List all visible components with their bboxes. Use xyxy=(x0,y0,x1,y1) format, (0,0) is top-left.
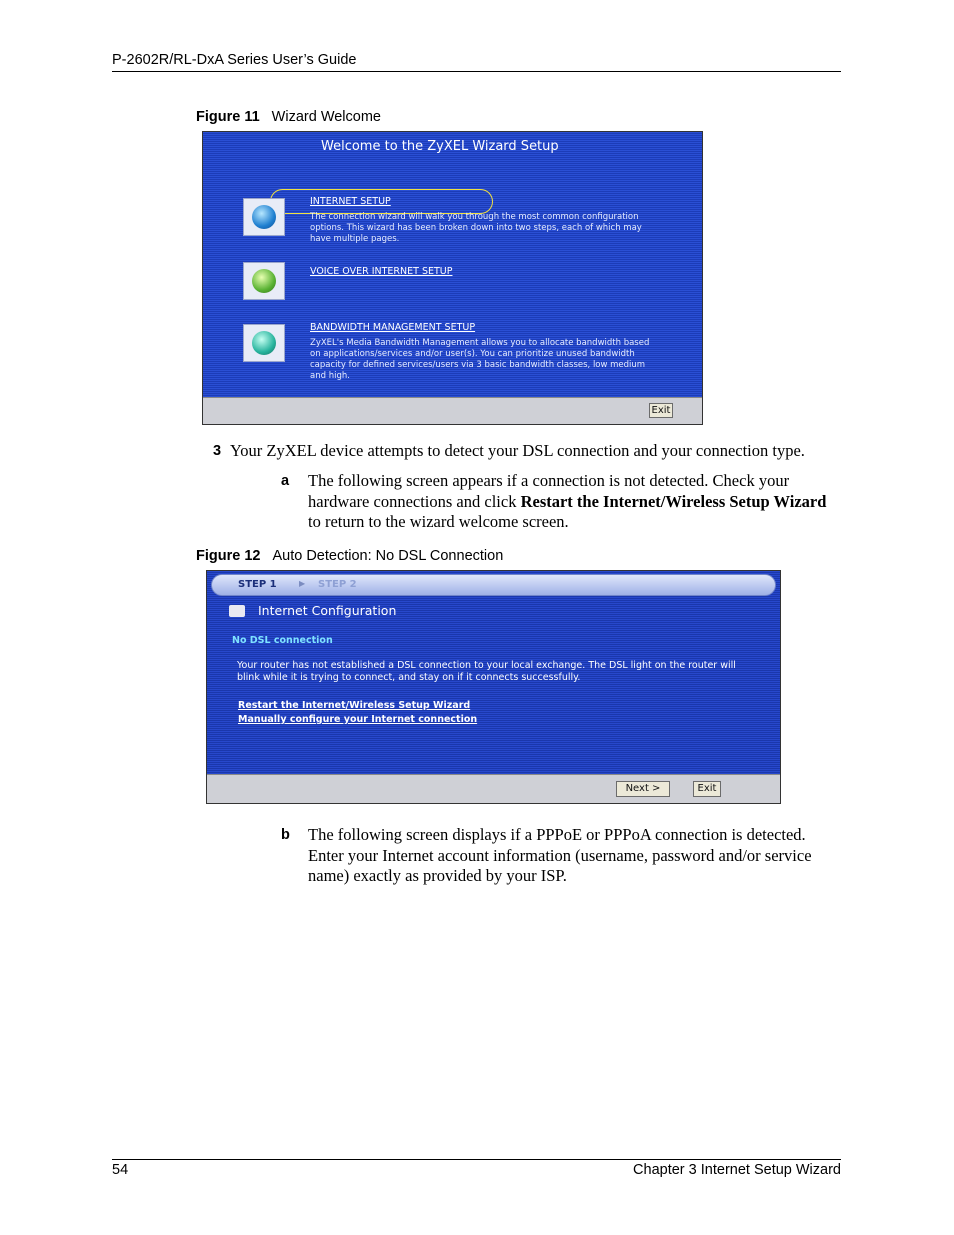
no-dsl-status: No DSL connection xyxy=(232,635,333,646)
header-rule xyxy=(112,71,841,72)
auto-detection-screen xyxy=(206,570,781,804)
restart-wizard-link[interactable]: Restart the Internet/Wireless Setup Wizard xyxy=(238,700,471,711)
running-header: P-2602R/RL-DxA Series User’s Guide xyxy=(112,52,357,68)
next-button[interactable]: Next > xyxy=(616,781,670,797)
figure-12-label: Figure 12 xyxy=(196,548,261,564)
internet-setup-description: The connection wizard will walk you through the most common configuration options. This wizard has been broken down into two steps, each of which may have multiple pages. xyxy=(310,212,642,244)
no-dsl-message: Your router has not established a DSL connection to your local exchange. The DSL light on the router will blink while it is trying to connect, and stay on if it connects successfully. xyxy=(237,660,736,683)
folder-icon xyxy=(229,605,245,617)
substep-a-text xyxy=(308,471,828,533)
substep-b-text: The following screen displays if a PPPoE or PPPoA connection is detected. Enter your Internet account information (username, password and/or service name) exactly as provided by your ISP. xyxy=(308,825,812,885)
page-number: 54 xyxy=(112,1162,129,1178)
step-bar xyxy=(211,574,776,596)
substep-b-letter: b xyxy=(281,827,290,843)
voip-setup-link[interactable]: VOICE OVER INTERNET SETUP xyxy=(310,266,453,277)
step-3-text: Your ZyXEL device attempts to detect your DSL connection and your connection type. xyxy=(230,441,805,460)
bandwidth-setup-description: ZyXEL's Media Bandwidth Management allows you to allocate bandwidth based on applications/services and/or user(s). You can prioritize unused bandwidth capacity for defined services/users via 3 basic bandwidth classes, low medium and high. xyxy=(310,338,650,381)
figure-11-label: Figure 11 xyxy=(196,109,260,125)
substep-a-text-1: The following screen appears if a connection is not detected. Check your hardware connections and click xyxy=(308,471,790,511)
internet-setup-link[interactable]: INTERNET SETUP xyxy=(310,196,391,207)
figure-11-caption xyxy=(196,109,381,125)
voip-setup-icon[interactable] xyxy=(243,262,285,300)
internet-configuration-heading: Internet Configuration xyxy=(258,603,397,618)
figure-12-caption xyxy=(196,548,503,564)
step-1-label: STEP 1 xyxy=(238,579,277,590)
bandwidth-setup-link[interactable]: BANDWIDTH MANAGEMENT SETUP xyxy=(310,322,476,333)
substep-a-text-2: to return to the wizard welcome screen. xyxy=(308,512,569,531)
exit-button[interactable]: Exit xyxy=(649,403,673,418)
step-number: 3 xyxy=(213,443,222,459)
substep-a-bold: Restart the Internet/Wireless Setup Wizard xyxy=(520,491,827,511)
substep-a-letter: a xyxy=(281,473,290,489)
step-arrow-icon: ▶ xyxy=(299,579,306,588)
wizard-welcome-footer xyxy=(203,397,702,424)
footer-rule xyxy=(112,1159,841,1160)
step-2-label: STEP 2 xyxy=(318,579,357,590)
auto-detection-footer xyxy=(207,774,780,803)
manual-config-link[interactable]: Manually configure your Internet connection xyxy=(238,714,478,725)
wizard-welcome-screen xyxy=(202,131,703,425)
exit-button-2[interactable]: Exit xyxy=(693,781,721,797)
figure-12-title: Auto Detection: No DSL Connection xyxy=(272,548,504,564)
bandwidth-setup-icon[interactable] xyxy=(243,324,285,362)
chapter-title: Chapter 3 Internet Setup Wizard xyxy=(633,1162,841,1178)
internet-setup-icon[interactable] xyxy=(243,198,285,236)
figure-11-title: Wizard Welcome xyxy=(271,109,381,125)
wizard-welcome-title: Welcome to the ZyXEL Wizard Setup xyxy=(321,139,559,154)
